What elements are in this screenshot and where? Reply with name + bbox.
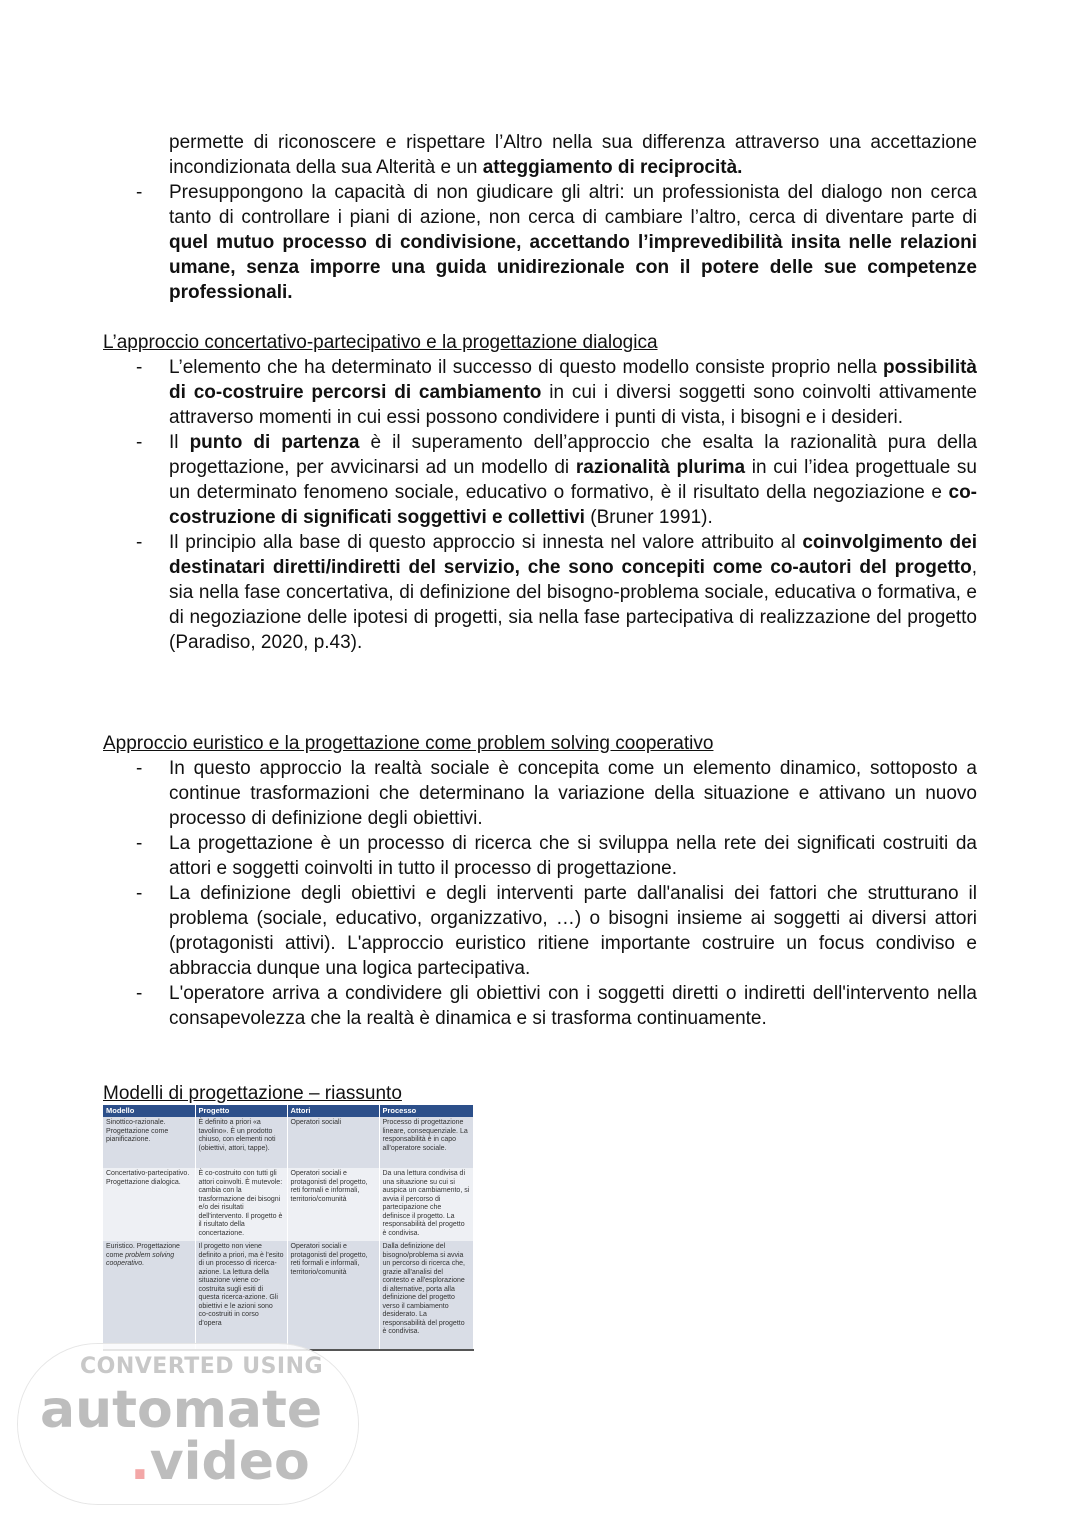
text-run: in cui i diversi soggetti sono coinvolti attivamente attraverso momenti in cui essi possono condividere i punti di vista, i bisogni e i desideri. — [169, 382, 977, 428]
list-item — [103, 180, 977, 305]
list-item — [103, 881, 977, 981]
table-cell: È co-costruito con tutti gli attori coinvolti. È mutevole: cambia con la trasformazione dei bisogni e/o dei risultati dell'intervento. Il progetto è il risultato della concertazione. — [195, 1168, 287, 1241]
section-heading: Approccio euristico e la progettazione come problem solving cooperativo — [103, 733, 714, 754]
paragraph-continuation — [169, 130, 977, 180]
bold-run: coinvolgimento dei destinatari diretti/indiretti del servizio, che sono concepiti come co-autori del progetto — [169, 532, 978, 578]
text-run: Il principio alla base di questo approccio si innesta nel valore attribuito al — [169, 532, 803, 553]
bold-run: punto di partenza — [189, 432, 360, 453]
bold-run: atteggiamento di reciprocità. — [482, 157, 743, 178]
list-dash: - — [136, 182, 143, 203]
table-cell: Il progetto non viene definito a priori, ma è l'esito di un processo di ricerca-azione. La lettura della situazione viene co-costruita sugli esiti di questa ricerca-azione. Gli obiettivi e le azioni sono co-costruiti in corso d'opera — [195, 1241, 287, 1350]
bold-run: quel mutuo processo di condivisione, accettando l’imprevedibilità insita nelle relazioni umane, senza imporre una guida unidirezionale con il potere delle sue competenze professionali. — [169, 232, 977, 303]
text-run: L'operatore arriva a condividere gli obiettivi con i soggetti diretti o indiretti dell'intervento nella consapevolezza che la realtà è dinamica e si trasforma continuamente. — [169, 983, 977, 1029]
table-cell: Sinottico-razionale. Progettazione come pianificazione. — [103, 1117, 195, 1168]
list-dash: - — [136, 883, 143, 904]
table-row — [103, 1168, 473, 1241]
text-run: è il superamento dell’approccio che esalta la razionalità pura della progettazione, per avvicinarsi ad un modello di — [169, 432, 978, 478]
list-item — [103, 530, 977, 655]
italic-run: problem solving cooperativo. — [106, 1251, 175, 1267]
text-run: Euristico. Progettazione come — [106, 1243, 180, 1259]
table-cell: Processo di progettazione lineare, consequenziale. La responsabilità è in capo all'operatore sociale. — [379, 1117, 473, 1168]
table-cell: È definito a priori «a tavolino». È un prodotto chiuso, con elementi noti (obiettivi, attori, tappe). — [195, 1117, 287, 1168]
section-euristico — [103, 731, 977, 1031]
watermark-caption: CONVERTED USING — [80, 1354, 324, 1379]
table-header-cell: Modello — [103, 1105, 195, 1117]
section-heading: Modelli di progettazione – riassunto — [103, 1083, 402, 1104]
watermark-dot: . — [130, 1432, 150, 1492]
list-item — [103, 981, 977, 1031]
table-header-cell: Progetto — [195, 1105, 287, 1117]
section-heading: L’approccio concertativo-partecipativo e la progettazione dialogica — [103, 332, 658, 353]
list-dash: - — [136, 357, 143, 378]
table-row — [103, 1241, 473, 1350]
list-dash: - — [136, 432, 143, 453]
table-cell — [103, 1241, 195, 1350]
list-item — [103, 355, 977, 430]
table-cell: Concertativo-partecipativo. Progettazione dialogica. — [103, 1168, 195, 1241]
text-run: in cui l’idea progettuale su un determinato fenomeno sociale, educativo o formativo, è il risultato della negoziazione e — [169, 457, 977, 503]
text-run: In questo approccio la realtà sociale è concepita come un elemento dinamico, sottoposto a continue trasformazioni che determinano la variazione della situazione e attivano un nuovo processo di definizione degli obiettivi. — [169, 758, 977, 829]
section-riassunto — [103, 1081, 977, 1106]
table-row — [103, 1117, 473, 1168]
table-header-cell: Attori — [287, 1105, 379, 1117]
text-run: (Bruner 1991). — [584, 507, 713, 528]
text-run: permette di riconoscere e rispettare l’Altro nella sua differenza attraverso una accettazione incondizionata della sua Alterità e un — [169, 132, 977, 178]
table-cell: Operatori sociali — [287, 1117, 379, 1168]
list-dash: - — [136, 983, 143, 1004]
list-item — [103, 831, 977, 881]
table-cell: Operatori sociali e protagonisti del progetto, reti formali e informali, territorio/comunità — [287, 1168, 379, 1241]
watermark-brand: automate — [40, 1380, 323, 1440]
list-dash: - — [136, 833, 143, 854]
table-cell: Da una lettura condivisa di una situazione su cui si auspica un cambiamento, si avvia il percorso di partecipazione che definisce il progetto. La responsabilità del progetto è condivisa. — [379, 1168, 473, 1241]
text-run: L’elemento che ha determinato il successo di questo modello consiste proprio nella — [169, 357, 884, 378]
list-dash: - — [136, 758, 143, 779]
watermark-badge — [18, 1344, 358, 1504]
text-run: Il — [169, 432, 190, 453]
section-concertativo — [103, 330, 977, 655]
table-cell: Operatori sociali e protagonisti del progetto, reti formali e informali, territorio/comunità — [287, 1241, 379, 1350]
list-item — [103, 430, 977, 530]
table-header-cell: Processo — [379, 1105, 473, 1117]
summary-table — [103, 1105, 474, 1351]
section-continuation — [103, 130, 977, 305]
text-run: La progettazione è un processo di ricerca che si sviluppa nella rete dei significati costruiti da attori e soggetti coinvolti in tutto il processo di progettazione. — [169, 833, 977, 879]
table-header-row — [103, 1105, 473, 1117]
watermark-suffix — [130, 1434, 310, 1490]
bold-run: possibilità di co-costruire percorsi di cambiamento — [169, 357, 977, 403]
bold-run: razionalità plurima — [575, 457, 746, 478]
text-run: , sia nella fase concertativa, di definizione del bisogno-problema sociale, educativa o formativa, e di negoziazione delle ipotesi di progetti, sia nella fase partecipativa di realizzazione del progetto (Paradiso, 2020, p.43). — [169, 557, 977, 653]
watermark-suffix-text: video — [149, 1432, 310, 1492]
text-run: Presuppongono la capacità di non giudicare gli altri: un professionista del dialogo non cerca tanto di controllare i piani di azione, non cerca di cambiare l’altro, cerca di diventare parte di — [169, 182, 977, 228]
list-item — [103, 756, 977, 831]
list-dash: - — [136, 532, 143, 553]
table-cell: Dalla definizione del bisogno/problema si avvia un percorso di ricerca che, grazie all'analisi del contesto e all'esplorazione di alternative, porta alla definizione del progetto verso il cambiamento desiderato. La responsabilità del progetto è condivisa. — [379, 1241, 473, 1350]
bold-run: co-costruzione di significati soggettivi e collettivi — [169, 482, 977, 528]
text-run: La definizione degli obiettivi e degli interventi parte dall'analisi dei fattori che strutturano il problema (sociale, educativo, organizzativo, …) o bisogni insieme ai soggetti ai diversi attori (protagonisti attivi). L'approccio euristico ritiene importante costruire un focus condiviso e abbraccia dunque una logica partecipativa. — [169, 883, 977, 979]
